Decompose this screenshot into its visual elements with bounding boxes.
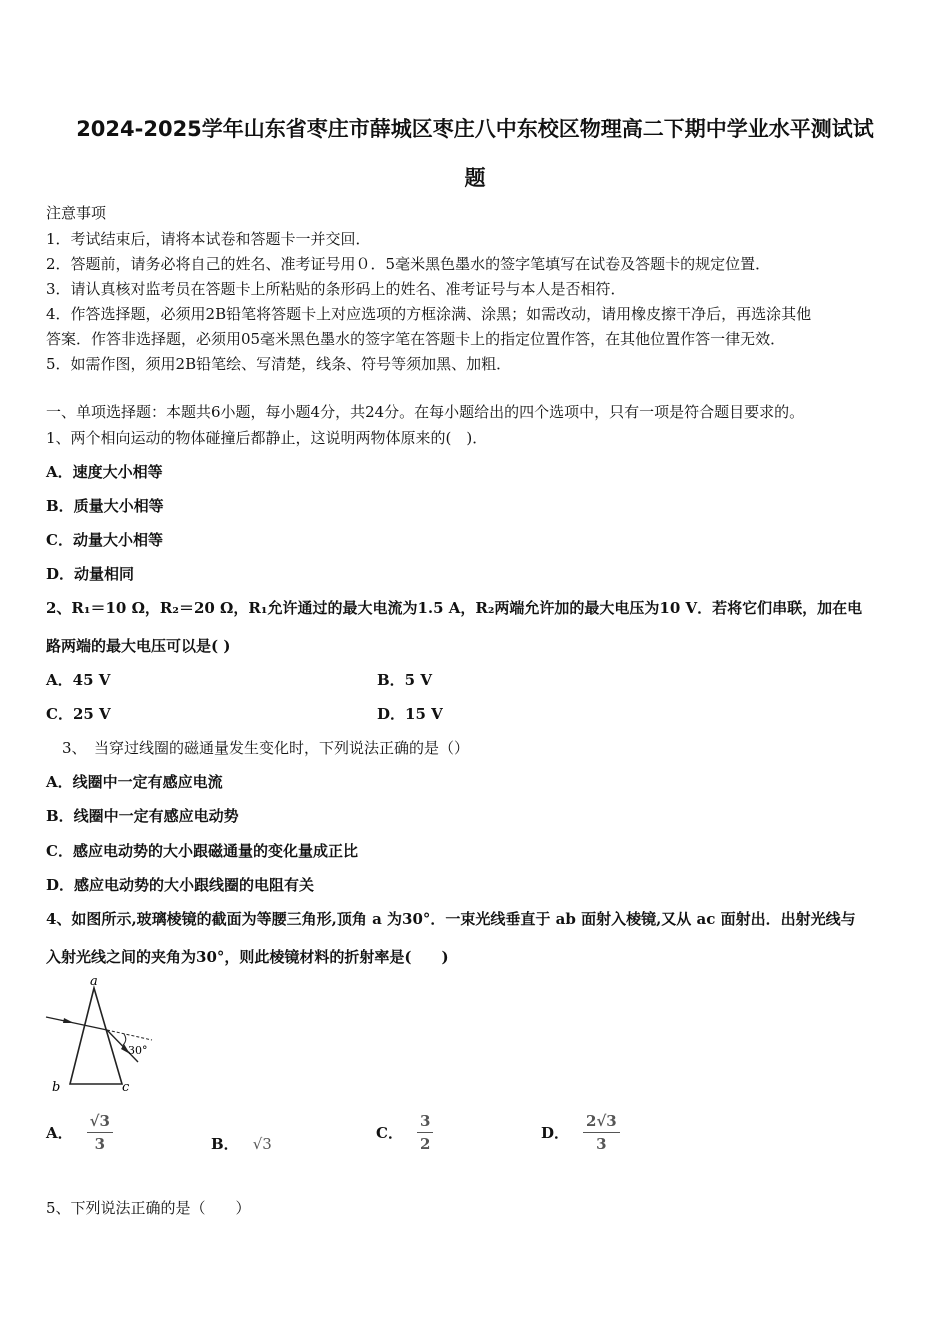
q1-option-a: A．速度大小相等: [46, 463, 163, 481]
incident-arrow: [63, 1018, 74, 1023]
q4-option-d-letter: D．: [541, 1124, 570, 1142]
q4-option-b-value: √3: [252, 1134, 272, 1153]
q4-option-d: [541, 1112, 620, 1153]
section-heading: 一、单项选择题：本题共6小题，每小题4分，共24分。在每小题给出的四个选项中，只有一项是符合题目要求的。: [46, 403, 805, 421]
q4-option-c: [376, 1112, 433, 1153]
question-3-stem: 3、 当穿过线圈的磁通量发生变化时，下列说法正确的是（）: [62, 739, 470, 757]
q4-option-a: [46, 1112, 113, 1153]
q4-option-d-denominator: 3: [596, 1135, 607, 1153]
notice-item-4: 4．作答选择题，必须用2B铅笔将答题卡上对应选项的方框涂满、涂黑；如需改动，请用橡皮擦干净后，再选涂其他: [46, 305, 812, 323]
q4-option-a-numerator: √3: [87, 1112, 113, 1133]
notice-item-1: 1．考试结束后，请将本试卷和答题卡一并交回．: [46, 230, 371, 248]
question-2-line1: 2、R₁＝10 Ω，R₂＝20 Ω，R₁允许通过的最大电流为1.5 A，R₂两端允许加的最大电压为10 V．若将它们串联，加在电: [46, 599, 863, 617]
prism-triangle: [70, 988, 122, 1084]
q1-option-b: B．质量大小相等: [46, 497, 164, 515]
prism-label-c: c: [122, 1080, 130, 1094]
q2-option-a: A．45 V: [46, 671, 111, 689]
q3-option-c: C．感应电动势的大小跟磁通量的变化量成正比: [46, 842, 358, 860]
question-1-stem: 1、两个相向运动的物体碰撞后都静止，这说明两物体原来的( )．: [46, 429, 488, 447]
q1-option-c: C．动量大小相等: [46, 531, 163, 549]
prism-figure: [44, 972, 160, 1094]
question-4-line2: 入射光线之间的夹角为30°，则此棱镜材料的折射率是( ): [46, 948, 449, 966]
q4-option-c-denominator: 2: [419, 1135, 431, 1153]
q4-option-d-fraction: [583, 1112, 620, 1153]
q4-option-a-fraction: [87, 1112, 113, 1153]
extension-line: [107, 1030, 152, 1040]
q2-option-c: C．25 V: [46, 705, 111, 723]
q3-option-d: D．感应电动势的大小跟线圈的电阻有关: [46, 876, 315, 894]
q4-option-c-numerator: 3: [417, 1112, 433, 1133]
q2-option-d: D．15 V: [377, 705, 443, 723]
exam-title-line2: 题: [464, 166, 486, 190]
q4-option-c-fraction: [417, 1112, 433, 1153]
incident-ray: [46, 1017, 107, 1030]
notice-item-4-cont: 答案．作答非选择题，必须用05毫米黑色墨水的签字笔在答题卡上的指定位置作答，在其他位置作答一律无效．: [46, 330, 786, 348]
notice-item-5: 5．如需作图，须用2B铅笔绘、写清楚，线条、符号等须加黑、加粗．: [46, 355, 512, 373]
q4-option-d-numerator: 2√3: [583, 1112, 620, 1133]
prism-label-b: b: [52, 1080, 61, 1094]
angle-label: 30°: [128, 1044, 148, 1057]
notice-heading: 注意事项: [46, 204, 107, 222]
q4-option-b: [211, 1133, 272, 1154]
q4-option-a-denominator: 3: [94, 1135, 105, 1153]
prism-label-a: a: [90, 974, 98, 989]
question-4-line1: 4、如图所示,玻璃棱镜的截面为等腰三角形,顶角 a 为30°．一束光线垂直于 ab 面射入棱镜,又从 ac 面射出．出射光线与: [46, 910, 856, 928]
notice-item-2: 2．答题前，请务必将自己的姓名、准考证号用０．5毫米黑色墨水的签字笔填写在试卷及答题卡的规定位置．: [46, 255, 771, 273]
q2-option-b: B．5 V: [377, 671, 432, 689]
q3-option-b: B．线圈中一定有感应电动势: [46, 807, 239, 825]
question-2-line2: 路两端的最大电压可以是( ): [46, 637, 231, 655]
q1-option-d: D．动量相同: [46, 565, 135, 583]
notice-item-3: 3．请认真核对监考员在答题卡上所粘贴的条形码上的姓名、准考证号与本人是否相符．: [46, 280, 626, 298]
q4-option-c-letter: C．: [376, 1124, 403, 1142]
question-5-stem: 5、下列说法正确的是（ ）: [46, 1199, 251, 1217]
angle-arc: [123, 1034, 126, 1045]
q3-option-a: A．线圈中一定有感应电流: [46, 773, 223, 791]
q4-option-a-letter: A．: [46, 1124, 73, 1142]
q4-option-b-letter: B．: [211, 1135, 239, 1153]
exam-title-line1: 2024-2025学年山东省枣庄市薛城区枣庄八中东校区物理高二下期中学业水平测试试: [76, 117, 874, 141]
